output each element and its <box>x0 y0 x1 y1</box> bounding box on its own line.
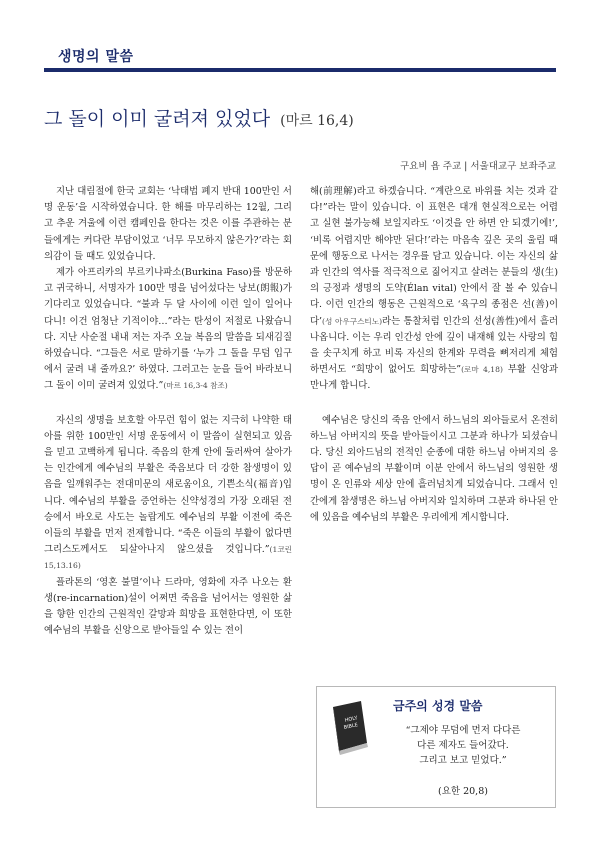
verse-reference: (요한 20,8) <box>438 786 488 797</box>
scripture-reference: (로마 4,18) <box>461 365 503 375</box>
svg-text:BIBLE: BIBLE <box>343 722 359 731</box>
paragraph: 예수님은 당신의 죽음 안에서 하느님의 외아들로서 온전히 하느님 아버지의 뜻을 받아들이시고 그분과 하나가 되셨습니다. 당신 외아드님의 전적인 순종에 대한 하느님 아버지의 응답이 곧 예수님의 부활이며 이분 안에서 하느님의 영원한 생명이 온 인류와 세상 안에 흘러넘치게 되었습니다. 그래서 인간에게 참생명은 하느님 아버지와 일치하며 그분과 하나된 안에 있음을 예수님의 부활은 우리에게 계시합니다. <box>310 414 558 523</box>
paragraph-text: 해(前理解)라고 하겠습니다. “계란으로 바위를 치는 것과 같다!”라는 말이 있습니다. 이 표현은 대개 현실적으로는 어렵고 실현 불가능해 보일지라도 ‘이것을 안 하면 안 되겠기에!’, ‘비록 어렵지만 해야만 된다!’라는 마음속 깊은 곳의 울림 때문에 행동으로 나서는 경우를 담고 있습니다. 이는 자신의 삶과 인간의 역사를 적극적으로 짊어지고 살려는 분들의 생(生)의 긍정과 생명의 도약(Élan vital) 안에서 잘 볼 수 있습니다. 이런 인간의 행동은 근원적으로 ‘육구의 종점은 선(善)이다’ <box>310 186 558 327</box>
verse-line: “그제야 무덤에 먼저 다다른 <box>405 725 521 736</box>
paragraph: 플라톤의 ‘영혼 불멸’이나 드라마, 영화에 자주 나오는 환생(re-incarnation)설이 어쩌면 죽음을 넘어서는 영원한 삶을 향한 인간의 근원적인 갈망과 희망을 표현한다면, 이 또한 예수님의 부활을 신앙으로 받아들일 수 있는 전이 <box>44 576 292 637</box>
scripture-reference: (1코린 15,13.16) <box>44 545 292 571</box>
left-column <box>44 184 292 639</box>
header-divider <box>44 68 556 72</box>
right-column <box>310 184 558 526</box>
page-header <box>0 0 600 80</box>
paragraph <box>44 265 292 395</box>
paragraph-text: 자신의 생명을 보호할 아무런 힘이 없는 지극히 나약한 태아를 위한 100만인 서명 운동에서 이 말씀이 실현되고 있음을 믿고 고백하게 됩니다. 죽음의 한계 안에 둘러싸여 살아가는 인간에게 예수님의 부활은 죽음보다 더 강한 참생명이 있음을 일깨워주는 전대미문의 새로움이요, 기쁜소식(福音)입니다. 예수님의 부활을 증언하는 신약성경의 가장 오래된 전승에서 바오로 사도는 놀랍게도 예수님의 부활 이전에 죽은 이들의 부활을 먼저 전제합니다. “죽은 이들의 부활이 없다면 그리스도께서도 되살아나지 않으셨을 것입니다.” <box>44 414 292 556</box>
bible-icon <box>325 697 373 757</box>
paragraph <box>310 184 558 395</box>
verse-box-title: 금주의 성경 말씀 <box>393 699 483 713</box>
verse-text <box>373 723 553 768</box>
article-title-row <box>44 104 564 131</box>
scripture-reference: (성 아우구스티노) <box>322 316 383 326</box>
verse-line: 다른 제자도 들어갔다. <box>417 740 509 751</box>
paragraph <box>44 413 292 575</box>
verse-line: 그리고 보고 믿었다.” <box>419 755 507 766</box>
article-title: 그 돌이 이미 굴려져 있었다 <box>44 108 271 130</box>
byline: 구요비 욥 주교 | 서울대교구 보좌주교 <box>400 161 556 172</box>
svg-text:HOLY: HOLY <box>344 715 359 724</box>
paragraph: 지난 대림절에 한국 교회는 ‘낙태법 폐지 반대 100만인 서명 운동’을 시작하였습니다. 한 해를 마무리하는 12월, 그리고 추운 겨울에 이런 캠페인을 한다는 것은 이를 주관하는 분들에게는 커다란 부담이었고 ‘너무 무모하지 않은가?’라는 회의감이 들 때도 있었습니다. <box>44 186 292 262</box>
paragraph-text: 라는 통찰처럼 인간의 선성(善性)에서 흘러나옵니다. 이는 우리 인간성 안에 깊이 내재해 있는 사랑의 힘을 솟구치게 하고 비록 자신의 한계와 무력을 뼈저리게 체험하면서도 “희망이 없어도 희망하는” <box>310 315 558 376</box>
section-label: 생명의 말씀 <box>58 49 134 65</box>
paragraph-text: 제가 아프리카의 부르키나파소(Burkina Faso)를 방문하고 귀국하니, 서명자가 100만 명을 넘어섰다는 낭보(朗報)가 기다리고 있었습니다. “불과 두 달 사이에 이런 일이 일어나다니! 이건 엄청난 기적이야…”라는 탄성이 저절로 나왔습니다. 지난 사순절 내내 저는 자주 오늘 복음의 말씀을 되새김질하였습니다. “그들은 서로 말하기를 ‘누가 그 돌을 무덤 입구에서 굴려 내 줄까요?’ 하였다. 그러고는 눈을 들어 바라보니 그 돌이 이미 굴려져 있었다.” <box>44 267 292 392</box>
article-reference: (마르 16,4) <box>280 113 354 129</box>
weekly-verse-box <box>316 686 556 808</box>
scripture-reference: (마르 16,3-4 참조) <box>163 381 228 391</box>
paragraph-text: 부활 신앙과 만나게 합니다. <box>310 364 558 392</box>
